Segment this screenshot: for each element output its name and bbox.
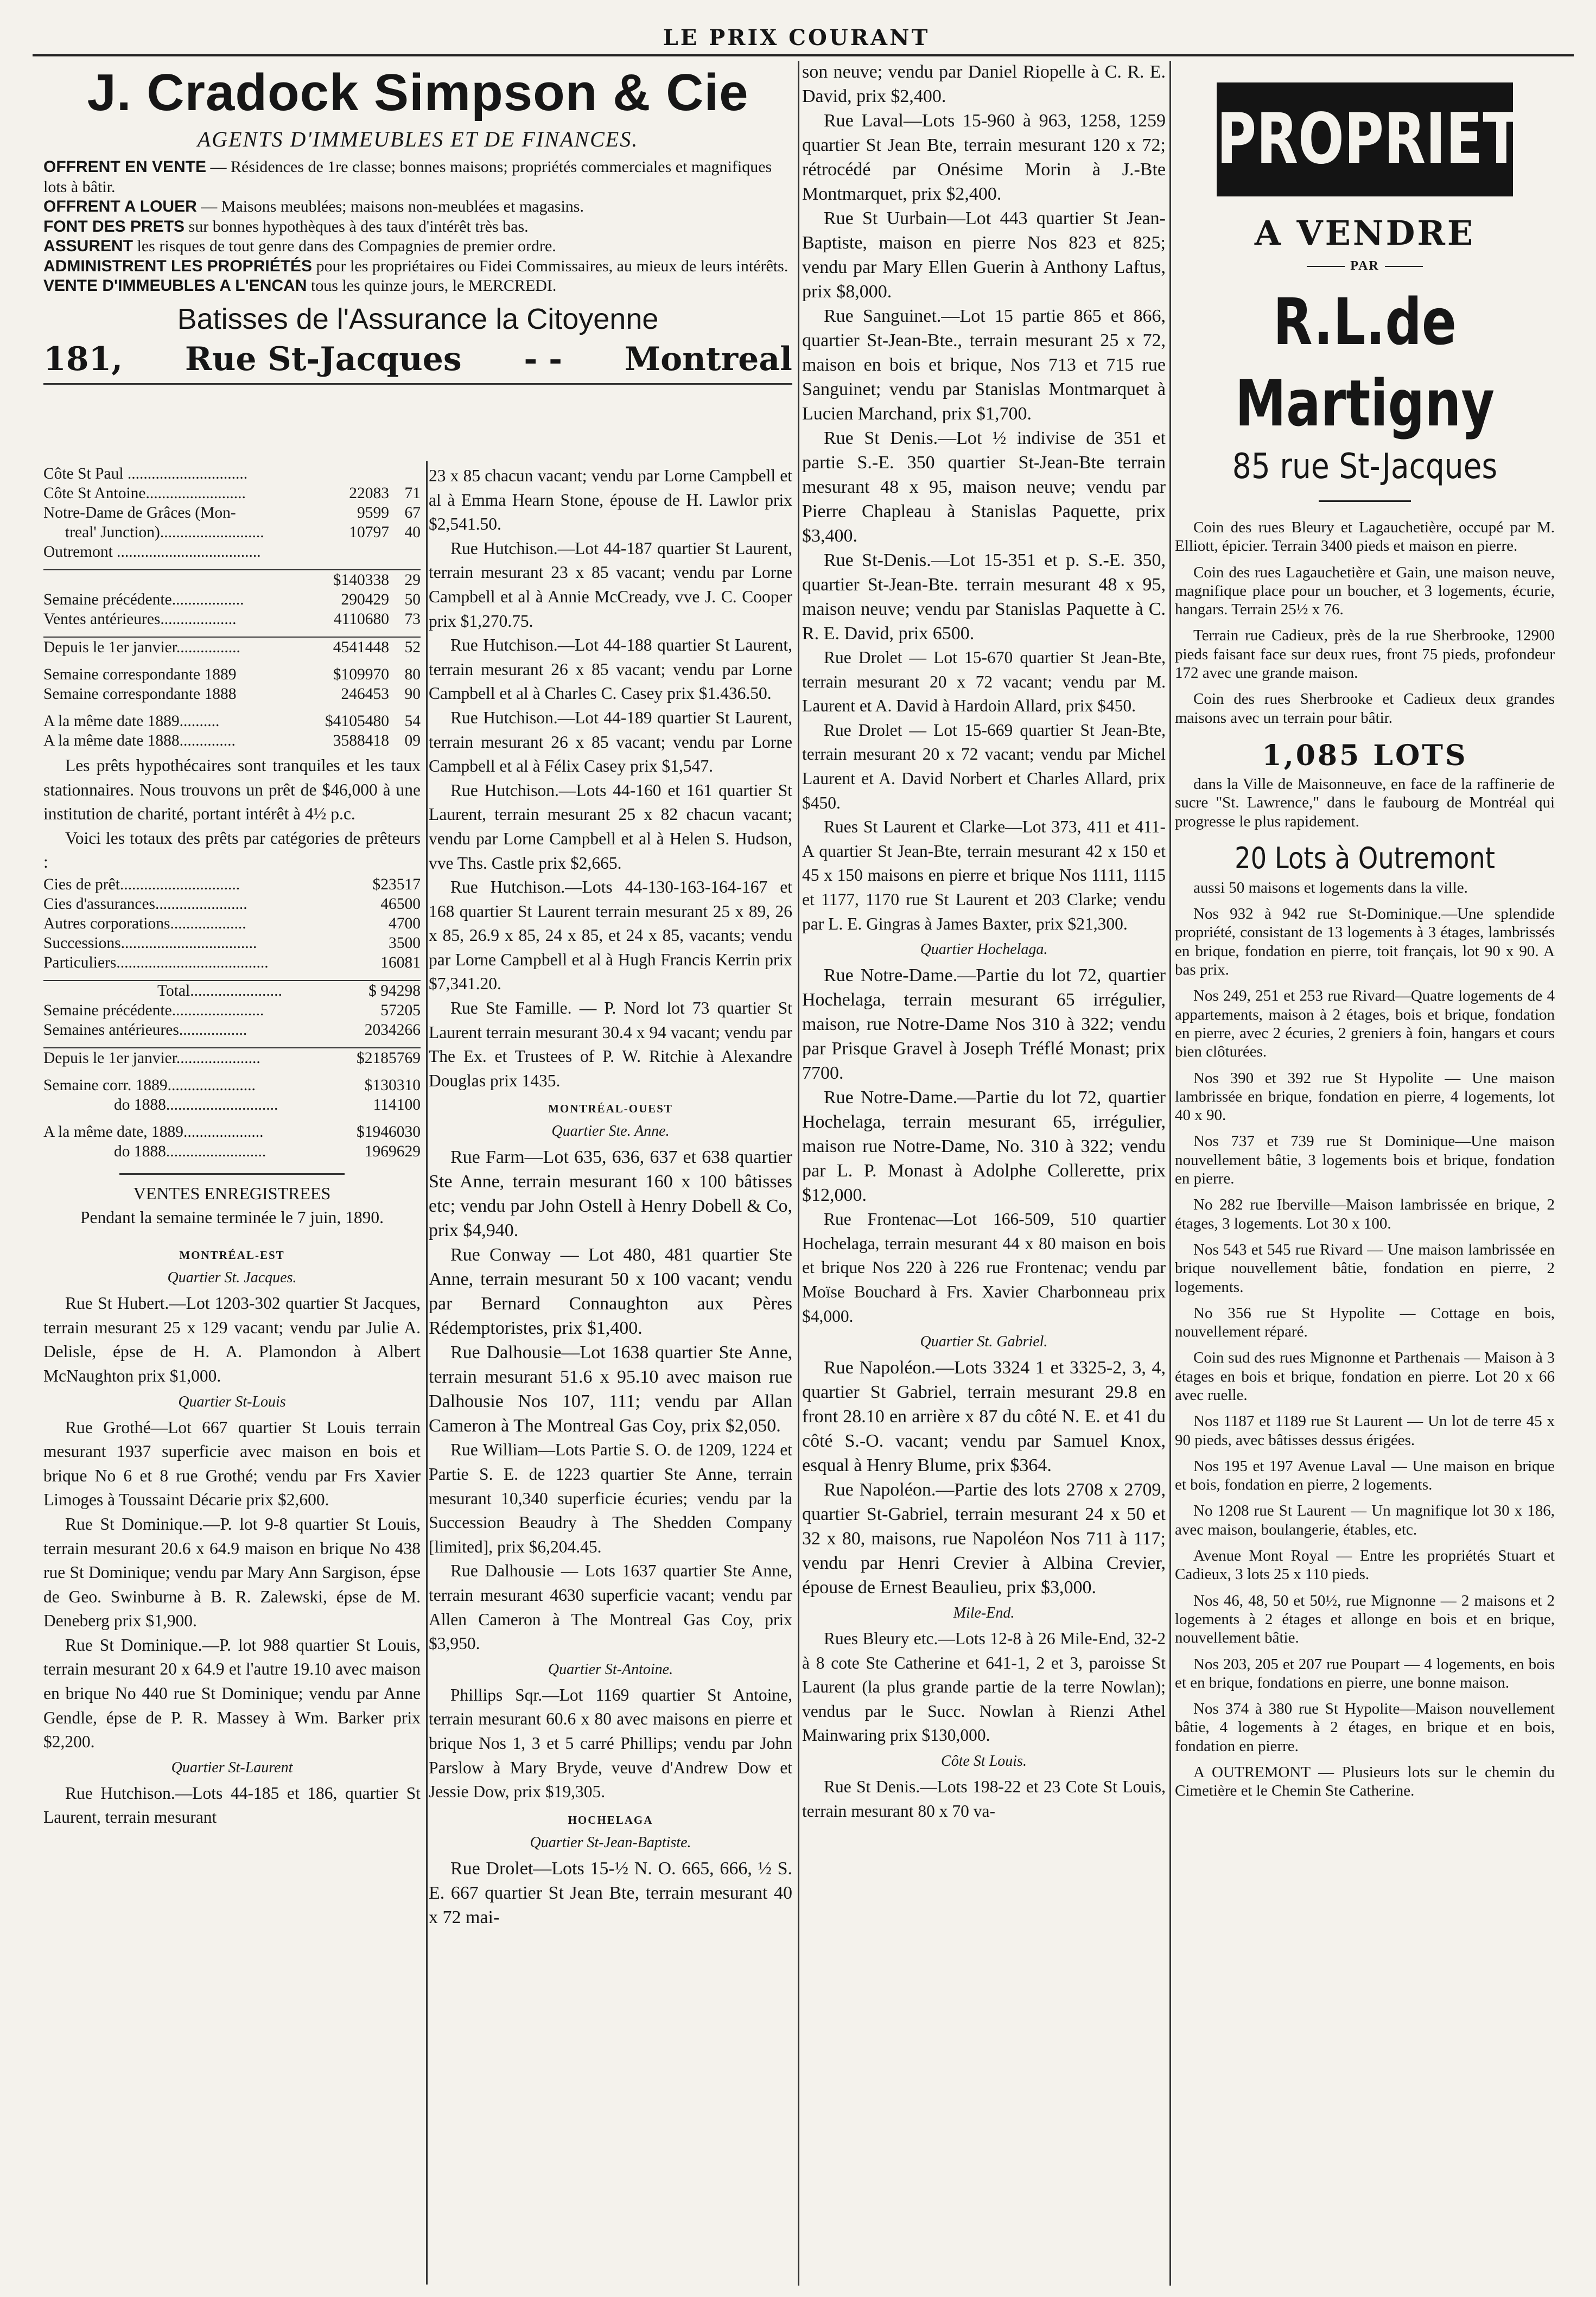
- sale-entry: Rue Hutchison.—Lot 44-187 quartier St Laurent, terrain mesurant 23 x 85 vacant; vendu par Lorne Campbell et al à Annie McCready, vve J. C. Cooper prix $1,270.75.: [429, 538, 792, 631]
- listing: No 356 rue St Hypolite — Cottage en bois, nouvellement réparé.: [1175, 1304, 1555, 1341]
- sale-entry: 23 x 85 chacun vacant; vendu par Lorne Campbell et al à Emma Hearn Stone, épouse de H. Lawlor prix $2,541.50.: [429, 466, 792, 534]
- sale-entry: Rue Laval—Lots 15-960 à 963, 1258, 1259 quartier St Jean Bte, terrain mesurant 120 x 72; rétrocédé par Onésime Morin à J.-Bte Montmarquet, prix $2,400.: [802, 111, 1166, 204]
- agent-name: R.L.de Martigny: [1235, 284, 1495, 441]
- listing: Nos 374 à 380 rue St Hypolite—Maison nouvellement bâtie, 4 logements à 2 étages, en brique et en bois, fondation en pierre.: [1175, 1700, 1555, 1755]
- stat-row: Semaine précédente....................... 57205: [43, 1001, 421, 1019]
- sale-entry: Rue Drolet—Lots 15-½ N. O. 665, 666, ½ S. E. 667 quartier St Jean Bte, terrain mesurant 40 x 72 mai-: [429, 1858, 792, 1927]
- stat-row: Outremont ....................................: [43, 543, 261, 561]
- stat-row: Cies d'assurances....................... 46500: [43, 895, 421, 913]
- stat-row: treal' Junction).......................... 10797 40: [65, 524, 421, 541]
- listing: A OUTREMONT — Plusieurs lots sur le chemin du Cimetière et le Chemin Ste Catherine.: [1175, 1764, 1555, 1800]
- a-vendre-heading: A VENDRE: [1254, 213, 1476, 253]
- column-3: [802, 60, 1166, 1823]
- sale-entry: Rue Frontenac—Lot 166-509, 510 quartier Hochelaga, terrain mesurant 44 x 80 maison en bois et brique Nos 220 à 226 rue Frontenac; vendu par Moïse Bouchard à Frs. Xavier Charbonneau prix $4,000.: [802, 1210, 1166, 1326]
- stat-row: A la même date, 1889.................... $1946030: [43, 1123, 421, 1141]
- district-heading: Mile-End.: [953, 1605, 1015, 1622]
- listing: Nos 249, 251 et 253 rue Rivard—Quatre logements de 4 appartements, maison à 2 étages, bois et brique, fondation en pierre, avec 2 écuries, 2 greniers à foin, hangars et cours bien clôturées.: [1175, 987, 1555, 1061]
- sale-entry: Rues Bleury etc.—Lots 12-8 à 26 Mile-End, 32-2 à 8 cote Ste Catherine et 641-1, 2 et 3, paroisse St Laurent (la plus grande partie de la terre Nowlan); vendus par le Succ. Nowlan à Rienzi Athel Mainwaring prix $130,000.: [802, 1629, 1166, 1745]
- section-heading: MONTRÉAL-EST: [179, 1249, 285, 1262]
- column-divider: [798, 61, 799, 2286]
- sale-entry: Rue Napoléon.—Partie des lots 2708 x 2709, quartier St-Gabriel, terrain mesurant 24 x 50 et 32 x 80, maisons, rue Napoléon Nos 711 à 117; vendu par Henri Crevier à Albina Crevier, épouse de Ernest Beaulieu, prix $3,000.: [802, 1480, 1166, 1598]
- stat-row: Depuis le 1er janvier................ 4541448 52: [43, 637, 421, 657]
- listing: Nos 195 et 197 Avenue Laval — Une maison en brique et bois, fondation en pierre, 2 logements.: [1175, 1457, 1555, 1494]
- listing: Nos 543 et 545 rue Rivard — Une maison lambrissée en brique nouvellement bâtie, fondation en pierre, 2 logements.: [1175, 1240, 1555, 1296]
- column-divider: [426, 461, 428, 2285]
- sale-entry: Rue St-Denis.—Lot 15-351 et p. S.-E. 350, quartier St-Jean-Bte. terrain mesurant 48 x 95, maison neuve; vendu par Stanislas Paquette à C. R. E. David, prix 6500.: [802, 550, 1166, 644]
- listing: Nos 932 à 942 rue St-Dominique.—Une splendide propriété, consistant de 13 logements à 3 étages, lambrissés en brique, fondation en pierre, toit français, lot 90 x 90. A bas prix.: [1175, 905, 1555, 979]
- listing: Coin des rues Sherbrooke et Cadieux deux grandes maisons avec un terrain pour bâtir.: [1175, 690, 1555, 727]
- offer-list: [43, 157, 792, 296]
- sale-entry: son neuve; vendu par Daniel Riopelle à C. R. E. David, prix $2,400.: [802, 62, 1166, 106]
- lenders-block: [43, 875, 421, 1161]
- sale-entry: Rue St Hubert.—Lot 1203-302 quartier St Jacques, terrain mesurant 25 x 129 vacant; vendu par Julie A. Delisle, épse de H. A. Plamondon à Albert McNaughton prix $1,000.: [43, 1294, 421, 1385]
- sale-entry: Rue Drolet — Lot 15-670 quartier St Jean-Bte, terrain mesurant 20 x 72 vacant; vendu par M. Laurent et A. David à Hardoin Allard, prix $450.: [802, 648, 1166, 716]
- listing: Nos 737 et 739 rue St Dominique—Une maison nouvellement bâtie, 3 logements bois et brique, fondation en pierre.: [1175, 1132, 1555, 1188]
- sale-entry: Rue St Dominique.—P. lot 988 quartier St Louis, terrain mesurant 20 x 64.9 et l'autre 19.10 avec maison en brique No 440 rue St Dominique; vendu par Anne Gendle, épse de P. R. Massey à Wm. Barker prix $2,200.: [43, 1635, 421, 1752]
- stat-row: Côte St Antoine......................... 22083 71: [43, 485, 421, 502]
- firm-address: 181, Rue St-Jacques - - Montreal: [43, 340, 792, 378]
- sale-entry: Rue St Denis.—Lots 198-22 et 23 Cote St Louis, terrain mesurant 80 x 70 va-: [802, 1777, 1166, 1821]
- masthead-rule: [33, 54, 1574, 56]
- sale-entry: Rue Farm—Lot 635, 636, 637 et 638 quartier Ste Anne, terrain mesurant 160 x 100 bâtisses etc; vendu par John Ostell à Henry Dobell & Co, prix $4,940.: [429, 1147, 792, 1241]
- column-divider: [1169, 61, 1171, 2286]
- listing: Coin des rues Bleury et Lagauchetière, occupé par M. Elliott, épicier. Terrain 3400 pieds et maison en pierre.: [1175, 519, 1555, 555]
- sale-entry: Rue Hutchison.—Lots 44-185 et 186, quartier St Laurent, terrain mesurant: [43, 1783, 421, 1827]
- sale-entry: Rue Sanguinet.—Lot 15 partie 865 et 866, quartier St-Jean-Bte., terrain mesurant 25 x 72, maison en bois et brique, Nos 713 et 715 rue Sanguinet; vendu par Stanislas Montmarquet à Lucien Marchand, prix $1,700.: [802, 306, 1166, 424]
- firm-name: J. Cradock Simpson & Cie: [87, 63, 749, 122]
- stat-row: Côte St Paul ..............................: [43, 465, 248, 482]
- district-heading: Quartier St-Antoine.: [548, 1660, 673, 1678]
- sale-entry: Rue Ste Famille. — P. Nord lot 73 quartier St Laurent terrain mesurant 30.4 x 94 vacant; vendu par The Ex. et Trustees of P. W. Ritchie à Alexandre Douglas prix 1435.: [429, 998, 792, 1090]
- offer-line: VENTE D'IMMEUBLES A L'ENCAN tous les quinze jours, le MERCREDI.: [43, 277, 557, 295]
- sale-entry: Rue William—Lots Partie S. O. de 1209, 1224 et Partie S. E. de 1223 quartier Ste Anne, terrain mesurant 10,340 superficie écuries; vendu par la Succession Beaudry à The Shedden Company [limited], prix $6,204.45.: [429, 1440, 792, 1556]
- sale-entry: Rue Notre-Dame.—Partie du lot 72, quartier Hochelaga, terrain mesurant 65, irrégulier, maison rue Notre-Dame, No. 310 à 322; vendu par L. P. Monast à Adolphe Collerette, prix $12,000.: [802, 1087, 1166, 1206]
- section-heading: MONTRÉAL-OUEST: [548, 1102, 673, 1116]
- sale-entry: Rue Dalhousie—Lot 1638 quartier Ste Anne, terrain mesurant 51.6 x 95.10 avec maison rue Dalhousie Nos 107, 111; vendu par Allan Cameron à The Montreal Gas Coy, prix $2,050.: [429, 1342, 792, 1436]
- sale-entry: Rue Conway — Lot 480, 481 quartier Ste Anne, terrain mesurant 50 x 100 vacant; vendu par Bernard Connaughton aux Pères Rédemptoristes, prix $1,400.: [429, 1245, 792, 1339]
- offer-line: FONT DES PRETS sur bonnes hypothèques à des taux d'intérêt très bas.: [43, 217, 529, 236]
- sale-entry: Rue Napoléon.—Lots 3324 1 et 3325-2, 3, 4, quartier St Gabriel, terrain mesurant 29.8 en front 28.10 en arrière x 87 du côté N. E. et 41 du côté S.-O. vacant; vendu par Samuel Knox, esqual à Henry Blume, prix $364.: [802, 1358, 1166, 1476]
- sale-entry: Rue Notre-Dame.—Partie du lot 72, quartier Hochelaga, terrain mesurant 65 irrégulier, maison, rue Notre-Dame Nos 310 à 322; vendu par Prisque Gravel à Joseph Tréflé Monast; prix 7700.: [802, 965, 1166, 1084]
- masthead: LE PRIX COURANT: [663, 25, 930, 50]
- sale-entry: Rue Dalhousie — Lots 1637 quartier Ste Anne, terrain mesurant 4630 superficie vacant; vendu par Allen Cameron à The Montreal Gas Coy, prix $3,950.: [429, 1561, 792, 1653]
- lots-heading: 1,085 LOTS: [1262, 739, 1468, 772]
- listing: No 1208 rue St Laurent — Un magnifique lot 30 x 186, avec maison, boulangerie, étables, etc.: [1175, 1502, 1555, 1538]
- building-name: Batisses de l'Assurance la Citoyenne: [177, 302, 659, 335]
- listing: Nos 390 et 392 rue St Hypolite — Une maison lambrissée en brique, fondation en pierre, 4 logements, lot 40 x 90.: [1175, 1069, 1555, 1124]
- stat-row: A la même date 1889.......... $4105480 54: [43, 712, 421, 730]
- sale-entry: Rue Grothé—Lot 667 quartier St Louis terrain mesurant 1937 superficie avec maison en bois et brique No 6 et 8 rue Grothé; vendu par Frs Xavier Limoges à Toussaint Décarie prix $2,600.: [43, 1417, 421, 1510]
- simpson-advert: [43, 60, 792, 388]
- listing: Terrain rue Cadieux, près de la rue Sherbrooke, 12900 pieds faisant face sur deux rues, front 75 pieds, profondeur 172 avec une grande maison.: [1175, 627, 1555, 682]
- outremont-heading: 20 Lots à Outremont: [1235, 841, 1495, 875]
- stat-row: A la même date 1888.............. 3588418 09: [43, 732, 421, 749]
- listing: Nos 203, 205 et 207 rue Poupart — 4 logements, en bois et en brique, fondations en pierre, une bonne maison.: [1175, 1655, 1555, 1691]
- stat-row: Notre-Dame de Grâces (Mon- 9599 67: [43, 504, 421, 521]
- stat-row: Total....................... $ 94298: [43, 980, 421, 1001]
- sale-entry: Rue St Uurbain—Lot 443 quartier St Jean-Baptiste, maison en pierre Nos 823 et 825; vendu par Mary Ellen Guerin à Anthony Laftus, prix $8,000.: [802, 208, 1166, 302]
- stat-row: do 1888......................... 1969629: [114, 1142, 421, 1160]
- stat-row: Semaine correspondante 1889 $109970 80: [43, 666, 421, 683]
- district-heading: Quartier St-Jean-Baptiste.: [530, 1834, 691, 1851]
- lots-description: dans la Ville de Maisonneuve, en face de la raffinerie de sucre "St. Lawrence," dans le faubourg de Montréal qui progresse le plus rapidement.: [1175, 775, 1555, 830]
- listing: Nos 1187 et 1189 rue St Laurent — Un lot de terre 45 x 90 pieds, avec bâtisses dessus érigées.: [1175, 1412, 1555, 1449]
- sale-entry: Rue Hutchison.—Lots 44-160 et 161 quartier St Laurent, terrain mesurant 25 x 82 chacun vacant; vendu par Lorne Campbell et al à Helen S. Hudson, vve Ths. Castle prix $2,665.: [429, 780, 792, 873]
- column-2: [429, 464, 792, 1930]
- column-1: [43, 464, 421, 1830]
- sale-entry: Rue Hutchison.—Lot 44-189 quartier St Laurent, terrain mesurant 26 x 85 vacant; vendu par Lorne Campbell et al à Félix Casey prix $1,547.: [429, 708, 792, 776]
- stat-row: Cies de prêt.............................. $23517: [43, 875, 421, 893]
- stat-row: Autres corporations................... 4700: [43, 914, 421, 932]
- sale-entry: Rue St Dominique.—P. lot 9-8 quartier St Louis, terrain mesurant 20.6 x 64.9 maison en brique No 438 rue St Dominique; vendu par Mary Ann Sargison, épse de Geo. Swinburne à B. R. Zalewski, épse de M. Deneberg prix $1,900.: [43, 1514, 421, 1631]
- sale-entry: Rues St Laurent et Clarke—Lot 373, 411 et 411-A quartier St Jean-Bte, terrain mesurant 42 x 150 et 45 x 150 maisons en pierre et brique Nos 1111, 1115 et 1177, 1170 rue St Laurent et 203 Clarke; vendu par L. E. Gingras à James Baxter, prix $21,300.: [802, 817, 1166, 933]
- sale-entry: Rue Hutchison.—Lots 44-130-163-164-167 et 168 quartier St Laurent terrain mesurant 25 x 89, 26 x 85, 26.9 x 85, 24 x 85, et 24 x 85, vacants; vendu par Lorne Campbell et al à Hugh Francis Kerrin prix $7,341.20.: [429, 877, 792, 994]
- district-heading: Quartier Ste. Anne.: [551, 1123, 670, 1140]
- sale-entry: Rue St Denis.—Lot ½ indivise de 351 et partie S.-E. 350 quartier St-Jean-Bte terrain mesurant 48 x 95, maison neuve; vendu par Pierre Chapleau à Stanislas Paquette, prix $3,400.: [802, 428, 1166, 546]
- offer-line: OFFRENT EN VENTE — Résidences de 1re classe; bonnes maisons; propriétés commerciales et magnifiques lots à bâtir.: [43, 158, 772, 196]
- offer-line: ADMINISTRENT LES PROPRIÉTÉS pour les propriétaires ou Fidei Commissaires, au mieux de leurs intérêts.: [43, 257, 789, 275]
- loans-totals-intro: Voici les totaux des prêts par catégories de prêteurs :: [43, 828, 421, 872]
- par-label: PAR: [1175, 255, 1555, 277]
- stat-row: Successions.................................. 3500: [43, 934, 421, 952]
- listing: Avenue Mont Royal — Entre les propriétés Stuart et Cadieux, 3 lots 25 x 110 pieds.: [1175, 1547, 1555, 1583]
- listing: Nos 46, 48, 50 et 50½, rue Mignonne — 2 maisons et 2 logements à 2 étages et allonge en bois et en brique, nouvellement bâtie.: [1175, 1592, 1555, 1647]
- stat-row: Particuliers...................................... 16081: [43, 953, 421, 971]
- district-heading: Quartier Hochelaga.: [920, 941, 1048, 958]
- proprietes-banner: PROPRIETES: [1217, 82, 1513, 196]
- listing: Coin des rues Lagauchetière et Gain, une maison neuve, magnifique place pour un boucher, et 3 logements, écurie, hangars. Terrain 25½ x 76.: [1175, 563, 1555, 619]
- firm-tagline: AGENTS D'IMMEUBLES ET DE FINANCES.: [197, 127, 639, 151]
- listing: Coin sud des rues Mignonne et Parthenais — Maison à 3 étages en bois et brique, fondation en pierre. Lot 20 x 66 avec ruelle.: [1175, 1349, 1555, 1404]
- district-heading: Quartier St. Gabriel.: [920, 1333, 1048, 1351]
- sale-entry: Phillips Sqr.—Lot 1169 quartier St Antoine, terrain mesurant 60.6 x 80 avec maisons en pierre et brique Nos 1, 3 et 5 carré Phillips; vendu par John Parslow à Mary Bryde, veuve d'Andrew Dow et Jessie Dow, prix $19,305.: [429, 1685, 792, 1802]
- agent-address: 85 rue St-Jacques: [1232, 447, 1498, 487]
- stat-row: Semaine corr. 1889...................... $130310: [43, 1076, 421, 1094]
- section-title: VENTES ENREGISTREES: [133, 1183, 331, 1203]
- section-subtitle: Pendant la semaine terminée le 7 juin, 1890.: [80, 1207, 384, 1227]
- stat-row: Depuis le 1er janvier..................... $2185769: [43, 1047, 421, 1068]
- district-heading: Côte St Louis.: [941, 1753, 1027, 1770]
- stat-row: Semaine précédente.................. 290429 50: [43, 591, 421, 608]
- section-heading: HOCHELAGA: [568, 1813, 653, 1827]
- listing: No 282 rue Iberville—Maison lambrissée en brique, 2 étages, 3 logements. Lot 30 x 100.: [1175, 1196, 1555, 1232]
- offer-line: ASSURENT les risques de tout genre dans des Compagnies de premier ordre.: [43, 237, 556, 255]
- stat-row: $140338 29: [43, 569, 421, 590]
- sale-entry: Rue Drolet — Lot 15-669 quartier St Jean-Bte, terrain mesurant 20 x 72 vacant; vendu par Michel Laurent et A. David Norbert et Charles Allard, prix $450.: [802, 720, 1166, 812]
- stats-block: [43, 464, 421, 750]
- stat-row: Semaine correspondante 1888 246453 90: [43, 685, 421, 703]
- sale-entry: Rue Hutchison.—Lot 44-188 quartier St Laurent, terrain mesurant 26 x 85 vacant; vendu par Lorne Campbell et al à Charles C. Casey prix $1.436.50.: [429, 635, 792, 703]
- offer-line: OFFRENT A LOUER — Maisons meublées; maisons non-meublées et magasins.: [43, 198, 584, 215]
- district-heading: Quartier St-Laurent: [171, 1759, 293, 1776]
- stat-row: do 1888............................ 114100: [114, 1096, 421, 1113]
- outremont-description: aussi 50 maisons et logements dans la ville.: [1193, 879, 1468, 896]
- district-heading: Quartier St. Jacques.: [167, 1269, 297, 1287]
- martigny-advert: [1175, 60, 1596, 1808]
- district-heading: Quartier St-Louis: [178, 1393, 286, 1410]
- stat-row: Ventes antérieures................... 4110680 73: [43, 610, 421, 628]
- stat-row: Semaines antérieures................. 2034266: [43, 1021, 421, 1039]
- loans-paragraph: Les prêts hypothécaires sont tranquiles et les taux stationnaires. Nous trouvons un prêt de $46,000 à une institution de charité, portant intérêt à 4½ p.c.: [43, 756, 421, 824]
